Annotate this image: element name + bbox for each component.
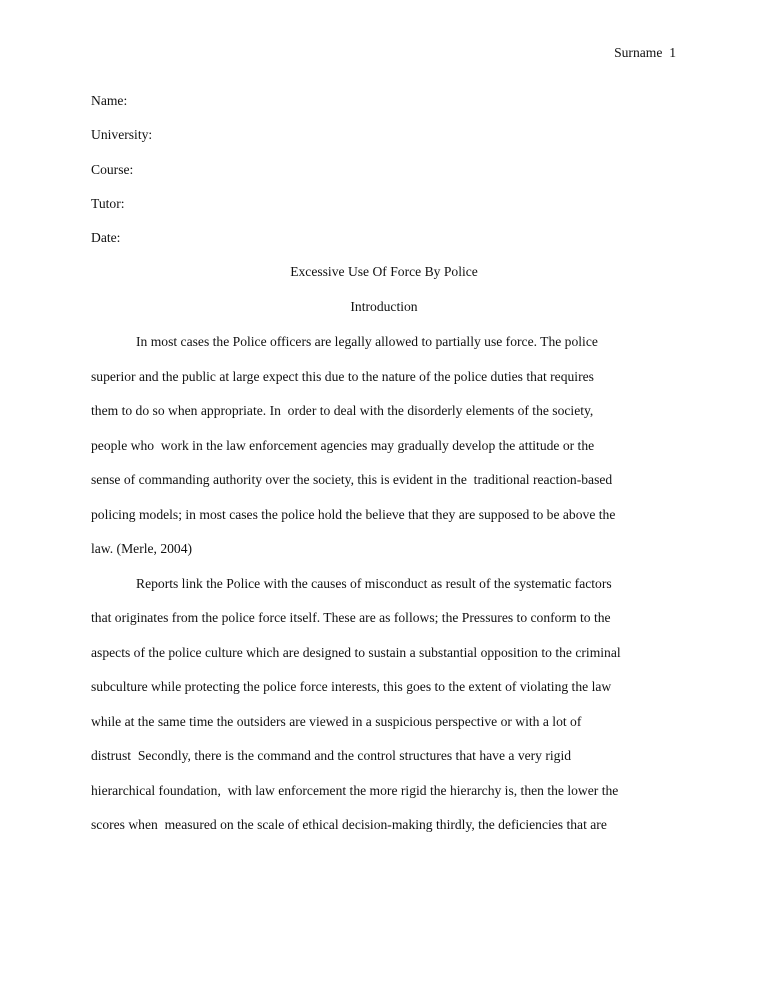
- paragraph-line: aspects of the police culture which are designed to sustain a substantial opposition to the criminal: [91, 645, 621, 660]
- essay-title: Excessive Use Of Force By Police: [290, 264, 478, 279]
- tutor-label: Tutor:: [91, 196, 125, 211]
- paragraph-line: sense of commanding authority over the society, this is evident in the traditional reaction-based: [91, 472, 613, 487]
- paragraph-line: superior and the public at large expect this due to the nature of the police duties that requires: [91, 369, 594, 384]
- paragraph-line: people who work in the law enforcement agencies may gradually develop the attitude or the: [91, 438, 595, 453]
- running-head: Surname 1: [614, 45, 676, 60]
- paragraph-line: while at the same time the outsiders are viewed in a suspicious perspective or with a lot of: [91, 714, 582, 729]
- name-label: Name:: [91, 93, 128, 108]
- section-heading: Introduction: [350, 299, 418, 314]
- university-label: University:: [91, 127, 153, 142]
- paragraph-line: distrust Secondly, there is the command and the control structures that have a very rigid: [91, 748, 572, 763]
- paragraph-line: Reports link the Police with the causes of misconduct as result of the systematic factors: [136, 576, 612, 591]
- paragraph-line: hierarchical foundation, with law enforcement the more rigid the hierarchy is, then the lower the: [91, 783, 619, 798]
- paragraph-line: law. (Merle, 2004): [91, 541, 193, 556]
- paragraph-line: that originates from the police force itself. These are as follows; the Pressures to conform to the: [91, 610, 611, 625]
- paragraph-line: In most cases the Police officers are legally allowed to partially use force. The police: [136, 334, 598, 349]
- paragraph-line: them to do so when appropriate. In order to deal with the disorderly elements of the society,: [91, 403, 594, 418]
- paragraph-line: scores when measured on the scale of ethical decision-making thirdly, the deficiencies that are: [91, 817, 607, 832]
- paragraph-line: policing models; in most cases the police hold the believe that they are supposed to be above the: [91, 507, 616, 522]
- date-label: Date:: [91, 230, 121, 245]
- paragraph-line: subculture while protecting the police force interests, this goes to the extent of violating the law: [91, 679, 612, 694]
- course-label: Course:: [91, 162, 134, 177]
